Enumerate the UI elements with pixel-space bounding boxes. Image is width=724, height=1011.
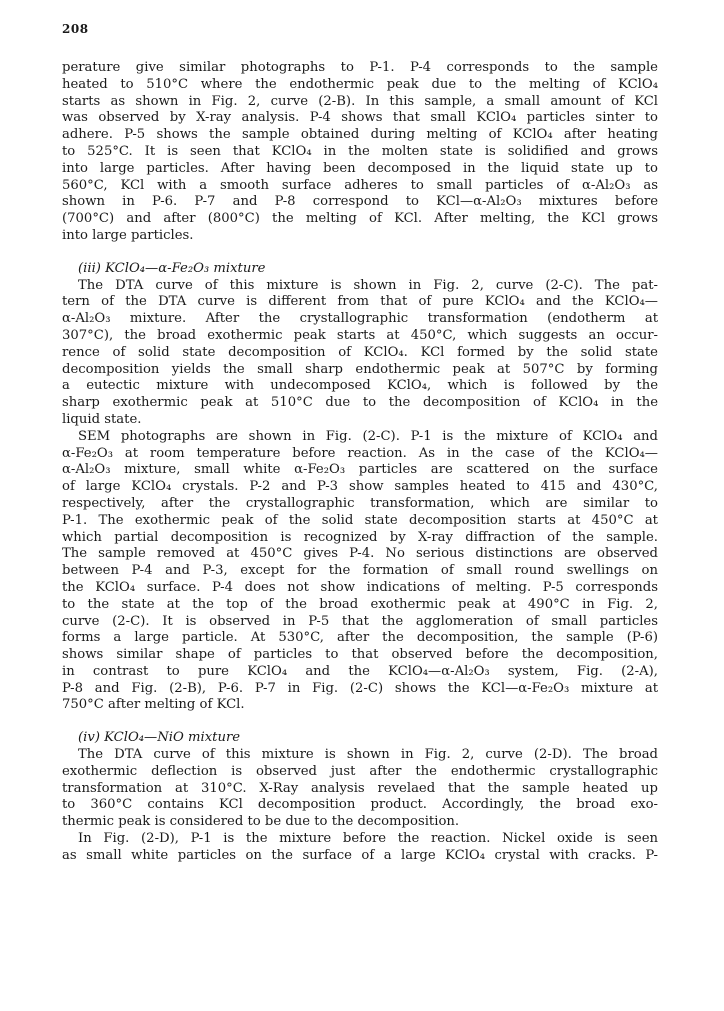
text-line: of large KClO₄ crystals. P-2 and P-3 show samples heated to 415 and 430°C, bbox=[62, 479, 658, 495]
text-line: which partial decomposition is recognized by X-ray diffraction of the sample. bbox=[62, 529, 658, 545]
section-heading: (iii) KClO₄—α-Fe₂O₃ mixture bbox=[78, 260, 266, 276]
text-line: in contrast to pure KClO₄ and the KClO₄—α-Al₂O₃ system, Fig. (2-A), bbox=[62, 663, 658, 679]
paragraph bbox=[62, 278, 658, 429]
text-line: P-1. The exothermic peak of the solid state decomposition starts at 450°C at bbox=[62, 512, 658, 528]
text-line: perature give similar photographs to P-1. P-4 corresponds to the sample bbox=[62, 60, 658, 75]
text-line: The sample removed at 450°C gives P-4. No serious distinctions are observed bbox=[62, 546, 658, 562]
text-line: into large particles. After having been decomposed in the liquid state up to bbox=[62, 160, 658, 176]
paragraph bbox=[62, 747, 658, 831]
paragraph bbox=[62, 831, 658, 865]
text-line: 560°C, KCl with a smooth surface adheres to small particles of α-Al₂O₃ as bbox=[62, 177, 658, 193]
body-text bbox=[62, 60, 658, 865]
page-number: 208 bbox=[62, 22, 89, 36]
text-line: liquid state. bbox=[62, 411, 142, 427]
text-line: heated to 510°C where the endothermic peak due to the melting of KClO₄ bbox=[62, 76, 658, 92]
text-line: to the state at the top of the broad exothermic peak at 490°C in Fig. 2, bbox=[62, 596, 658, 612]
text-line: exothermic deflection is observed just after the endothermic crystallographic bbox=[62, 763, 658, 779]
text-line: thermic peak is considered to be due to the decomposition. bbox=[62, 814, 460, 830]
text-line: sharp exothermic peak at 510°C due to the decomposition of KClO₄ in the bbox=[62, 395, 658, 411]
text-line: into large particles. bbox=[62, 227, 194, 243]
paragraph bbox=[62, 429, 658, 715]
text-line: shows similar shape of particles to that observed before the decomposition, bbox=[62, 647, 658, 663]
text-line: rence of solid state decomposition of KClO₄. KCl formed by the solid state bbox=[62, 344, 658, 360]
text-line: decomposition yields the small sharp endothermic peak at 507°C by forming bbox=[62, 361, 658, 377]
text-line: the KClO₄ surface. P-4 does not show indications of melting. P-5 corresponds bbox=[62, 579, 658, 595]
text-line: a eutectic mixture with undecomposed KClO₄, which is followed by the bbox=[62, 378, 658, 394]
text-line: as small white particles on the surface of a large KClO₄ crystal with cracks. P- bbox=[62, 847, 658, 863]
paragraph bbox=[62, 60, 658, 245]
text-line: The DTA curve of this mixture is shown in Fig. 2, curve (2-C). The pat- bbox=[78, 277, 658, 293]
text-line: P-8 and Fig. (2-B), P-6. P-7 in Fig. (2-C) shows the KCl—α-Fe₂O₃ mixture at bbox=[62, 680, 658, 696]
text-line: 750°C after melting of KCl. bbox=[62, 697, 245, 713]
text-line: to 525°C. It is seen that KClO₄ in the molten state is solidified and grows bbox=[62, 143, 658, 159]
text-line: tern of the DTA curve is different from that of pure KClO₄ and the KClO₄— bbox=[62, 294, 658, 310]
text-line: The DTA curve of this mixture is shown in Fig. 2, curve (2-D). The broad bbox=[78, 747, 658, 763]
text-line: α-Fe₂O₃ at room temperature before reaction. As in the case of the KClO₄— bbox=[62, 445, 658, 461]
text-line: transformation at 310°C. X-Ray analysis revelaed that the sample heated up bbox=[62, 780, 658, 796]
text-line: curve (2-C). It is observed in P-5 that the agglomeration of small particles bbox=[62, 613, 658, 629]
text-line: α-Al₂O₃ mixture, small white α-Fe₂O₃ particles are scattered on the surface bbox=[62, 462, 658, 478]
text-line: to 360°C contains KCl decomposition product. Accordingly, the broad exo- bbox=[62, 797, 658, 813]
text-line: respectively, after the crystallographic transformation, which are similar to bbox=[62, 495, 658, 511]
text-line: was observed by X-ray analysis. P-4 shows that small KClO₄ particles sinter to bbox=[62, 110, 658, 126]
text-line: starts as shown in Fig. 2, curve (2-B). In this sample, a small amount of KCl bbox=[62, 93, 658, 109]
text-line: 307°C), the broad exothermic peak starts at 450°C, which suggests an occur- bbox=[62, 327, 658, 343]
text-line: shown in P-6. P-7 and P-8 correspond to KCl—α-Al₂O₃ mixtures before bbox=[62, 194, 658, 210]
text-line: SEM photographs are shown in Fig. (2-C). P-1 is the mixture of KClO₄ and bbox=[78, 428, 658, 444]
text-line: In Fig. (2-D), P-1 is the mixture before the reaction. Nickel oxide is seen bbox=[78, 831, 658, 847]
text-line: between P-4 and P-3, except for the formation of small round swellings on bbox=[62, 563, 658, 579]
text-line: adhere. P-5 shows the sample obtained during melting of KClO₄ after heating bbox=[62, 127, 658, 143]
text-line: (700°C) and after (800°C) the melting of KCl. After melting, the KCl grows bbox=[62, 211, 658, 227]
text-line: forms a large particle. At 530°C, after the decomposition, the sample (P-6) bbox=[62, 630, 658, 646]
section-heading: (iv) KClO₄—NiO mixture bbox=[78, 730, 241, 746]
text-line: α-Al₂O₃ mixture. After the crystallographic transformation (endotherm at bbox=[62, 311, 658, 327]
